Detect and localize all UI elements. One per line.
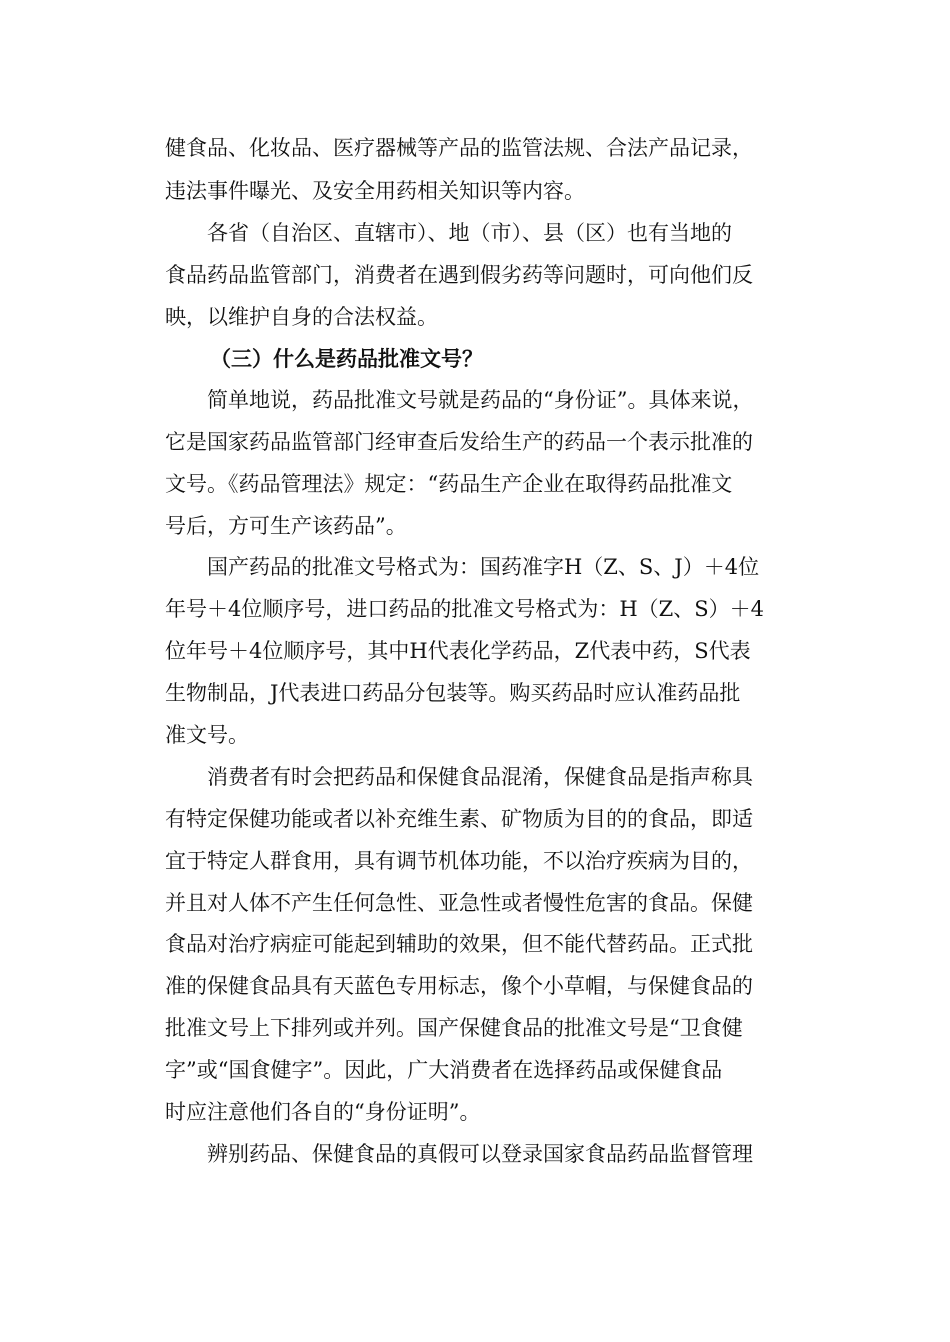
text-line: 生物制品，J代表进口药品分包装等。购买药品时应认准药品批 xyxy=(165,681,741,705)
text-line: 字”或“国食健字”。因此，广大消费者在选择药品或保健食品 xyxy=(165,1058,723,1082)
text-line: 文号。《药品管理法》规定：“药品生产企业在取得药品批准文 xyxy=(165,472,733,496)
text-line: 食品药品监管部门，消费者在遇到假劣药等问题时，可向他们反 xyxy=(165,263,753,287)
paragraph-first-line: 简单地说，药品批准文号就是药品的“身份证”。具体来说， xyxy=(207,388,754,412)
text-line: 并且对人体不产生任何急性、亚急性或者慢性危害的食品。保健 xyxy=(165,891,753,915)
text-line: 号后，方可生产该药品”。 xyxy=(165,514,407,538)
paragraph-first-line: 各省（自治区、直辖市）、地（市）、县（区）也有当地的 xyxy=(207,221,732,245)
text-line: 食品对治疗病症可能起到辅助的效果，但不能代替药品。正式批 xyxy=(165,932,753,956)
section-heading: （三）什么是药品批准文号？ xyxy=(210,346,483,371)
paragraph-first-line: 消费者有时会把药品和保健食品混淆，保健食品是指声称具 xyxy=(207,765,753,789)
paragraph-first-line: 辨别药品、保健食品的真假可以登录国家食品药品监督管理 xyxy=(207,1142,753,1166)
text-line: 有特定保健功能或者以补充维生素、矿物质为目的的食品，即适 xyxy=(165,807,753,831)
text-line: 健食品、化妆品、医疗器械等产品的监管法规、合法产品记录， xyxy=(165,136,753,160)
text-line: 位年号＋4位顺序号，其中H代表化学药品，Z代表中药，S代表 xyxy=(165,639,751,663)
text-line: 它是国家药品监管部门经审查后发给生产的药品一个表示批准的 xyxy=(165,430,753,454)
text-line: 映，以维护自身的合法权益。 xyxy=(165,305,438,329)
text-line: 年号＋4位顺序号，进口药品的批准文号格式为：H（Z、S）＋4 xyxy=(165,597,765,621)
text-line: 时应注意他们各自的“身份证明”。 xyxy=(165,1100,481,1124)
text-line: 准文号。 xyxy=(165,723,249,747)
text-line: 准的保健食品具有天蓝色专用标志，像个小草帽，与保健食品的 xyxy=(165,974,753,998)
text-line: 批准文号上下排列或并列。国产保健食品的批准文号是“卫食健 xyxy=(165,1016,743,1040)
paragraph-first-line: 国产药品的批准文号格式为：国药准字H（Z、S、J）＋4位 xyxy=(207,555,760,579)
text-line: 违法事件曝光、及安全用药相关知识等内容。 xyxy=(165,179,585,203)
text-line: 宜于特定人群食用，具有调节机体功能，不以治疗疾病为目的， xyxy=(165,849,753,873)
